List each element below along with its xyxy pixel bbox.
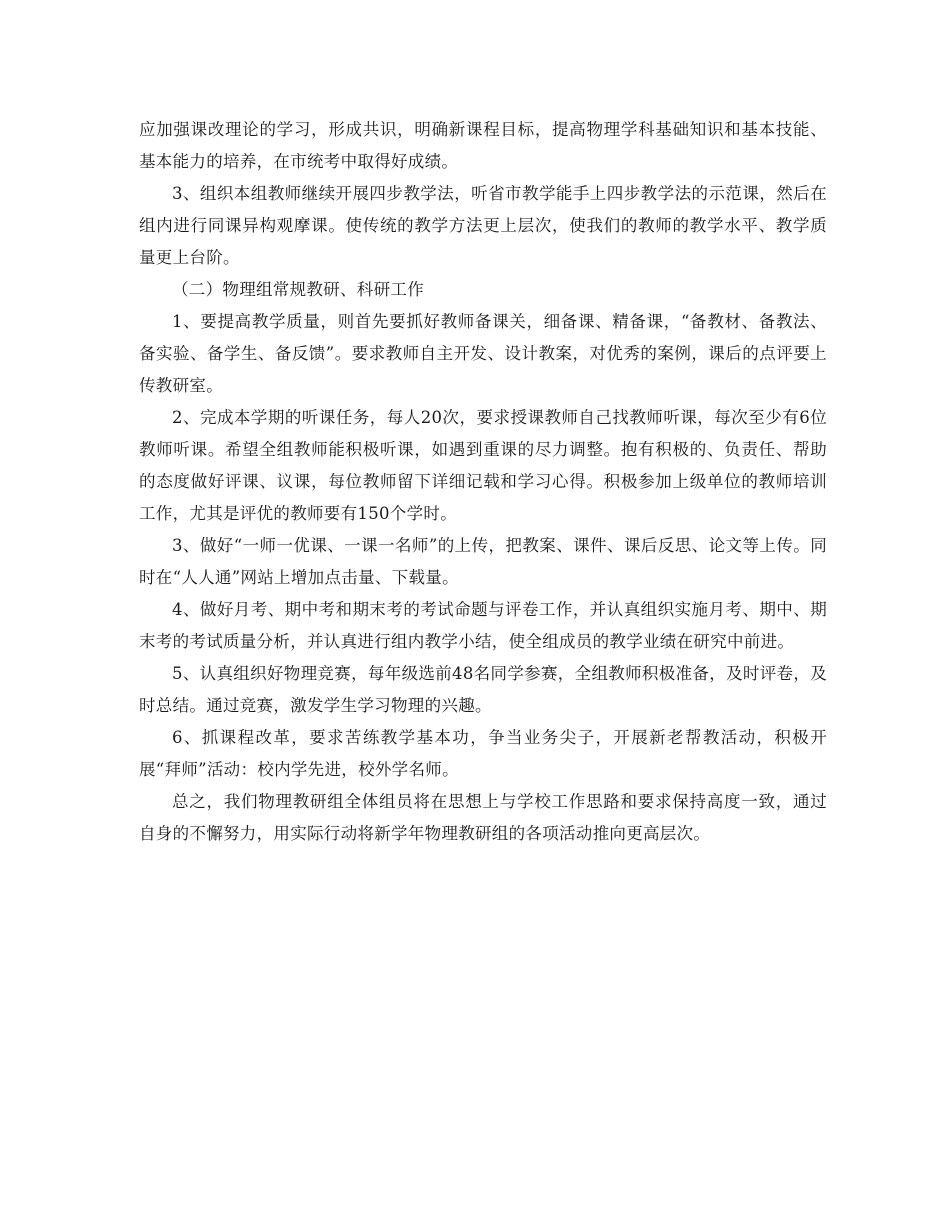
document-body bbox=[139, 114, 827, 850]
paragraph-item-6: 6、抓课程改革，要求苦练教学基本功，争当业务尖子，开展新老帮教活动，积极开展“拜师”活动：校内学先进，校外学名师。 bbox=[139, 728, 827, 779]
paragraph-conclusion: 总之，我们物理教研组全体组员将在思想上与学校工作思路和要求保持高度一致，通过自身的不懈努力，用实际行动将新学年物理教研组的各项活动推向更高层次。 bbox=[139, 792, 827, 843]
paragraph-item-1: 1、要提高教学质量，则首先要抓好教师备课关，细备课、精备课，“备教材、备教法、备实验、备学生、备反馈”。要求教师自主开发、设计教案，对优秀的案例，课后的点评要上传教研室。 bbox=[139, 312, 827, 395]
paragraph-item-3b: 3、做好“一师一优课、一课一名师”的上传，把教案、课件、课后反思、论文等上传。同时在“人人通”网站上增加点击量、下载量。 bbox=[139, 536, 827, 587]
paragraph-item-3: 3、组织本组教师继续开展四步教学法，听省市教学能手上四步教学法的示范课，然后在组内进行同课异构观摩课。使传统的教学方法更上层次，使我们的教师的教学水平、教学质量更上台阶。 bbox=[139, 184, 827, 267]
paragraph-item-2: 2、完成本学期的听课任务，每人20次，要求授课教师自己找教师听课，每次至少有6位教师听课。希望全组教师能积极听课，如遇到重课的尽力调整。抱有积极的、负责任、帮助的态度做好评课、议课，每位教师留下详细记载和学习心得。积极参加上级单位的教师培训工作，尤其是评优的教师要有150个学时。 bbox=[139, 408, 827, 523]
paragraph-item-5: 5、认真组织好物理竞赛，每年级选前48名同学参赛，全组教师积极准备，及时评卷，及时总结。通过竞赛，激发学生学习物理的兴趣。 bbox=[139, 664, 827, 715]
paragraph-item-4: 4、做好月考、期中考和期末考的考试命题与评卷工作，并认真组织实施月考、期中、期末考的考试质量分析，并认真进行组内教学小结，使全组成员的教学业绩在研究中前进。 bbox=[139, 600, 827, 651]
section-heading: （二）物理组常规教研、科研工作 bbox=[172, 280, 424, 299]
paragraph-continuation: 应加强课改理论的学习，形成共识，明确新课程目标，提高物理学科基础知识和基本技能、基本能力的培养，在市统考中取得好成绩。 bbox=[139, 120, 827, 171]
